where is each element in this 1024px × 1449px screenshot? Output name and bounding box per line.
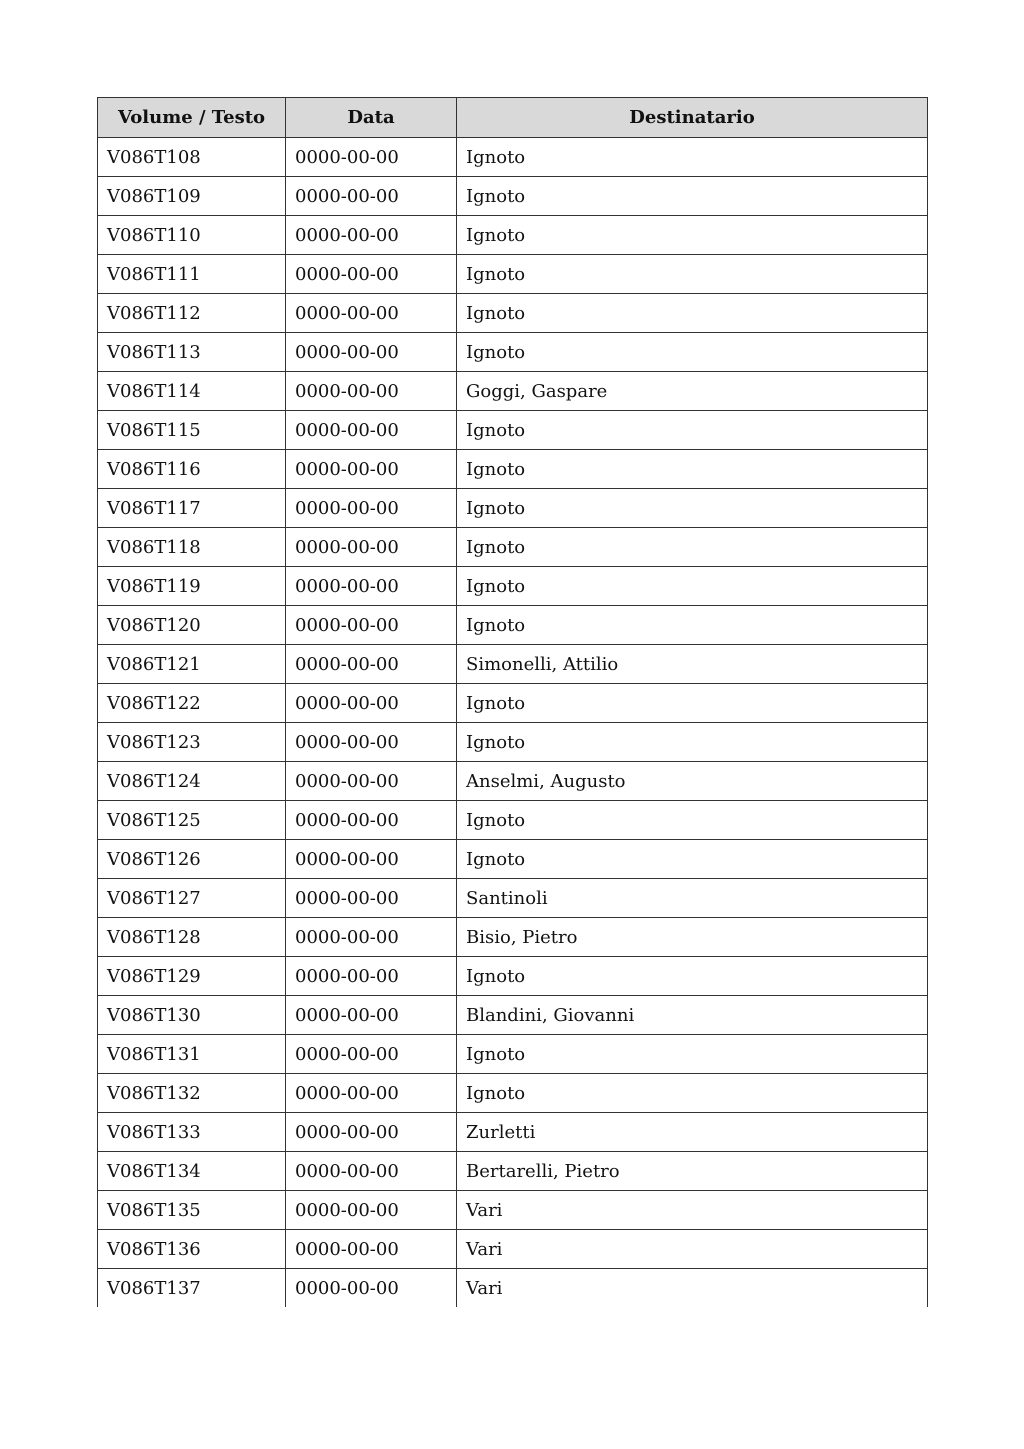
cell-volume-testo: V086T130 <box>98 996 286 1035</box>
cell-data: 0000-00-00 <box>286 1152 457 1191</box>
cell-volume-testo: V086T114 <box>98 372 286 411</box>
table-row <box>98 333 928 372</box>
table-row <box>98 723 928 762</box>
cell-data: 0000-00-00 <box>286 606 457 645</box>
table-row <box>98 879 928 918</box>
cell-volume-testo: V086T120 <box>98 606 286 645</box>
cell-data: 0000-00-00 <box>286 645 457 684</box>
cell-destinatario: Ignoto <box>457 606 928 645</box>
cell-destinatario: Ignoto <box>457 528 928 567</box>
cell-volume-testo: V086T127 <box>98 879 286 918</box>
table-header <box>98 98 928 138</box>
table-row <box>98 255 928 294</box>
cell-destinatario: Bertarelli, Pietro <box>457 1152 928 1191</box>
cell-volume-testo: V086T133 <box>98 1113 286 1152</box>
cell-volume-testo: V086T122 <box>98 684 286 723</box>
table-row <box>98 840 928 879</box>
cell-data: 0000-00-00 <box>286 1074 457 1113</box>
table-row <box>98 1035 928 1074</box>
table-row <box>98 1152 928 1191</box>
cell-destinatario: Ignoto <box>457 294 928 333</box>
cell-data: 0000-00-00 <box>286 255 457 294</box>
cell-data: 0000-00-00 <box>286 177 457 216</box>
cell-destinatario: Ignoto <box>457 723 928 762</box>
cell-data: 0000-00-00 <box>286 411 457 450</box>
cell-destinatario: Bisio, Pietro <box>457 918 928 957</box>
cell-data: 0000-00-00 <box>286 528 457 567</box>
cell-volume-testo: V086T119 <box>98 567 286 606</box>
column-header-data: Data <box>286 98 457 138</box>
cell-destinatario: Ignoto <box>457 255 928 294</box>
cell-destinatario: Simonelli, Attilio <box>457 645 928 684</box>
cell-volume-testo: V086T126 <box>98 840 286 879</box>
cell-destinatario: Ignoto <box>457 138 928 177</box>
cell-destinatario: Vari <box>457 1191 928 1230</box>
cell-destinatario: Blandini, Giovanni <box>457 996 928 1035</box>
cell-data: 0000-00-00 <box>286 918 457 957</box>
cell-data: 0000-00-00 <box>286 372 457 411</box>
cell-destinatario: Ignoto <box>457 1035 928 1074</box>
cell-destinatario: Vari <box>457 1230 928 1269</box>
cell-destinatario: Ignoto <box>457 684 928 723</box>
cell-data: 0000-00-00 <box>286 879 457 918</box>
table-row <box>98 1269 928 1308</box>
cell-volume-testo: V086T136 <box>98 1230 286 1269</box>
cell-data: 0000-00-00 <box>286 567 457 606</box>
cell-destinatario: Ignoto <box>457 840 928 879</box>
table-row <box>98 957 928 996</box>
cell-volume-testo: V086T115 <box>98 411 286 450</box>
cell-destinatario: Vari <box>457 1269 928 1308</box>
cell-data: 0000-00-00 <box>286 957 457 996</box>
table-row <box>98 1074 928 1113</box>
cell-destinatario: Ignoto <box>457 567 928 606</box>
cell-volume-testo: V086T125 <box>98 801 286 840</box>
table-row <box>98 489 928 528</box>
cell-volume-testo: V086T124 <box>98 762 286 801</box>
table-row <box>98 918 928 957</box>
table-row <box>98 762 928 801</box>
table-row <box>98 216 928 255</box>
table-row <box>98 1113 928 1152</box>
cell-destinatario: Santinoli <box>457 879 928 918</box>
cell-destinatario: Ignoto <box>457 489 928 528</box>
cell-data: 0000-00-00 <box>286 801 457 840</box>
cell-volume-testo: V086T116 <box>98 450 286 489</box>
table-row <box>98 450 928 489</box>
column-header-volume-testo: Volume / Testo <box>98 98 286 138</box>
cell-volume-testo: V086T108 <box>98 138 286 177</box>
table-body <box>98 138 928 1308</box>
cell-volume-testo: V086T134 <box>98 1152 286 1191</box>
table-row <box>98 645 928 684</box>
table-row <box>98 1191 928 1230</box>
cell-volume-testo: V086T109 <box>98 177 286 216</box>
cell-destinatario: Ignoto <box>457 801 928 840</box>
cell-data: 0000-00-00 <box>286 840 457 879</box>
cell-data: 0000-00-00 <box>286 1191 457 1230</box>
cell-volume-testo: V086T121 <box>98 645 286 684</box>
cell-destinatario: Ignoto <box>457 957 928 996</box>
table-row <box>98 177 928 216</box>
cell-volume-testo: V086T117 <box>98 489 286 528</box>
cell-destinatario: Ignoto <box>457 411 928 450</box>
cell-volume-testo: V086T129 <box>98 957 286 996</box>
cell-volume-testo: V086T128 <box>98 918 286 957</box>
header-row <box>98 98 928 138</box>
cell-volume-testo: V086T123 <box>98 723 286 762</box>
cell-destinatario: Goggi, Gaspare <box>457 372 928 411</box>
cell-data: 0000-00-00 <box>286 333 457 372</box>
cell-volume-testo: V086T111 <box>98 255 286 294</box>
cell-volume-testo: V086T118 <box>98 528 286 567</box>
cell-data: 0000-00-00 <box>286 762 457 801</box>
table-row <box>98 138 928 177</box>
cell-destinatario: Ignoto <box>457 1074 928 1113</box>
cell-volume-testo: V086T113 <box>98 333 286 372</box>
cell-destinatario: Zurletti <box>457 1113 928 1152</box>
letters-table <box>97 97 928 1307</box>
cell-data: 0000-00-00 <box>286 1269 457 1308</box>
cell-volume-testo: V086T131 <box>98 1035 286 1074</box>
cell-data: 0000-00-00 <box>286 996 457 1035</box>
cell-data: 0000-00-00 <box>286 1113 457 1152</box>
table-row <box>98 294 928 333</box>
table-row <box>98 606 928 645</box>
cell-data: 0000-00-00 <box>286 723 457 762</box>
table-row <box>98 1230 928 1269</box>
cell-data: 0000-00-00 <box>286 294 457 333</box>
cell-data: 0000-00-00 <box>286 1230 457 1269</box>
cell-data: 0000-00-00 <box>286 684 457 723</box>
cell-data: 0000-00-00 <box>286 216 457 255</box>
cell-destinatario: Ignoto <box>457 216 928 255</box>
cell-data: 0000-00-00 <box>286 1035 457 1074</box>
cell-data: 0000-00-00 <box>286 489 457 528</box>
cell-volume-testo: V086T112 <box>98 294 286 333</box>
cell-volume-testo: V086T135 <box>98 1191 286 1230</box>
cell-destinatario: Anselmi, Augusto <box>457 762 928 801</box>
table-row <box>98 528 928 567</box>
cell-volume-testo: V086T110 <box>98 216 286 255</box>
cell-destinatario: Ignoto <box>457 450 928 489</box>
cell-destinatario: Ignoto <box>457 333 928 372</box>
cell-data: 0000-00-00 <box>286 450 457 489</box>
table-row <box>98 801 928 840</box>
column-header-destinatario: Destinatario <box>457 98 928 138</box>
table-row <box>98 996 928 1035</box>
table-row <box>98 567 928 606</box>
table-row <box>98 684 928 723</box>
table-row <box>98 411 928 450</box>
cell-volume-testo: V086T132 <box>98 1074 286 1113</box>
table-row <box>98 372 928 411</box>
cell-data: 0000-00-00 <box>286 138 457 177</box>
cell-volume-testo: V086T137 <box>98 1269 286 1308</box>
cell-destinatario: Ignoto <box>457 177 928 216</box>
